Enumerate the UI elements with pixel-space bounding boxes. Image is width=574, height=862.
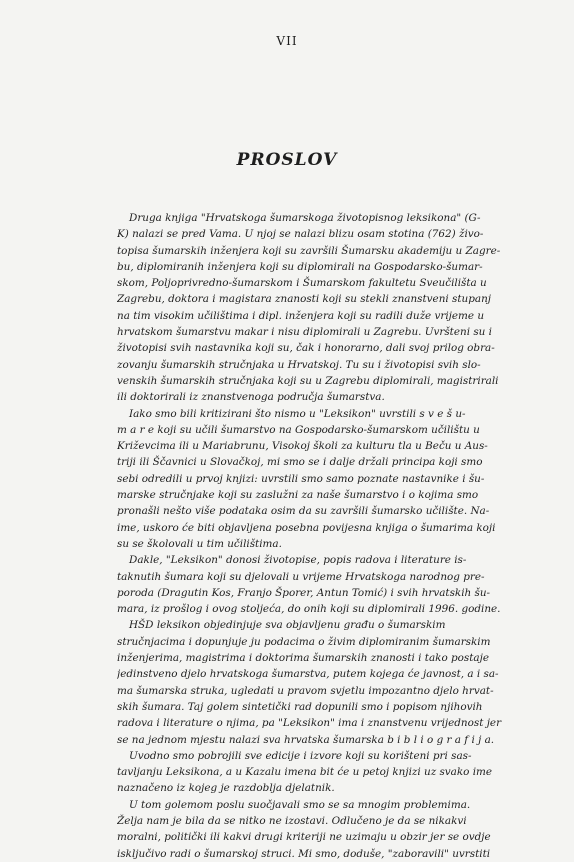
text-line: K) nalazi se pred Vama. U njoj se nalazi blizu osam stotina (762) živo- xyxy=(117,228,484,241)
text-line: poroda (Dragutin Kos, Franjo Šporer, Antun Tomić) i svih hrvatskih šu- xyxy=(117,586,491,599)
text-line: moralni, politički ili kakvi drugi kriteriji ne uzimaju u obzir jer se ovdje xyxy=(117,831,491,844)
text-line: su se školovali u tim učilištima. xyxy=(117,537,282,550)
text-line: tavljanju Leksikona, a u Kazalu imena bit će u petoj knjizi uz svako ime xyxy=(117,766,493,779)
text-line: Uvodno smo pobrojili sve edicije i izvore koji su korišteni pri sas- xyxy=(129,749,472,762)
text-line: HŠD leksikon objedinjuje sva objavljenu građu o šumarskim xyxy=(129,619,446,632)
page-number: VII xyxy=(276,34,298,48)
text-line: Druga knjiga "Hrvatskoga šumarskoga životopisnog leksikona" (G- xyxy=(129,212,481,224)
text-line: marske stručnjake koji su zaslužni za naše šumarstvo i o kojima smo xyxy=(117,489,479,502)
text-line: ma šumarska struka, ugledati u pravom svjetlu impozantno djelo hrvat- xyxy=(117,684,494,697)
text-line: Zagrebu, doktora i magistara znanosti koji su stekli znanstveni stupanj xyxy=(117,293,491,306)
text-line: Križevcima ili u Mariabrunu, Visokoj školi za kulturu tla u Beču u Aus- xyxy=(117,440,488,453)
text-line: skih šumara. Taj golem sintetički rad dopunili smo i popisom njihovih xyxy=(117,700,483,713)
text-line: pronašli nešto više podataka osim da su završili šumarsko učilište. Na- xyxy=(117,505,490,518)
text-line: U tom golemom poslu suočjavali smo se sa mnogim problemima. xyxy=(129,798,471,811)
text-line: Želja nam je bila da se nitko ne izostavi. Odlučeno je da se nikakvi xyxy=(117,814,467,827)
text-line: ili doktorirali iz znanstvenoga područja šumarstva. xyxy=(117,391,385,404)
text-line: skom, Poljoprivredno-šumarskom i Šumarskom fakultetu Sveučilišta u xyxy=(117,277,487,290)
text-line: zovanju šumarskih stručnjaka u Hrvatskoj. Tu su i životopisi svih slo- xyxy=(117,358,481,371)
text-line: m a r e koji su učili šumarstvo na Gospodarsko-šumarskom učilištu u xyxy=(117,423,480,436)
text-line: venskih šumarskih stručnjaka koji su u Zagrebu diplomirali, magistrirali xyxy=(117,374,499,387)
text-line: na tim visokim učilištima i dipl. inženjera koji su radili duže vrijeme u xyxy=(117,309,485,322)
text-line: ime, uskoro će biti objavljena posebna povijesna knjiga o šumarima koji xyxy=(117,521,496,534)
text-line: jedinstveno djelo hrvatskoga šumarstva, putem kojega će javnost, a i sa- xyxy=(117,668,499,681)
text-line: Dakle, "Leksikon" donosi životopise, popis radova i literature is- xyxy=(129,554,467,567)
page-title: PROSLOV xyxy=(236,150,338,170)
text-line: triji ili Ščavnici u Slovačkoj, mi smo se i dalje držali principa koji smo xyxy=(117,456,483,469)
text-line: naznačeno iz kojeg je razdoblja djelatnik. xyxy=(117,782,335,795)
text-line: stručnjacima i dopunjuje ju podacima o živim diplomiranim šumarskim xyxy=(117,635,491,648)
text-line: taknutih šumara koji su djelovali u vrijeme Hrvatskoga narodnog pre- xyxy=(117,570,485,583)
text-line: bu, diplomiranih inženjera koji su diplomirali na Gospodarsko-šumar- xyxy=(117,260,483,273)
text-line: hrvatskom šumarstvu makar i nisu diplomirali u Zagrebu. Uvršteni su i xyxy=(117,326,492,339)
text-line: sebi odredili u prvoj knjizi: uvrstili smo samo poznate nastavnike i šu- xyxy=(117,472,485,485)
text-line: mara, iz prošlog i ovog stoljeća, do onih koji su diplomirali 1996. godine. xyxy=(117,603,501,616)
body-text xyxy=(117,210,527,862)
text-line: isključivo radi o šumarskoj struci. Mi smo, dodušе, "zaboravili" uvrstiti xyxy=(117,847,491,860)
text-line: se na jednom mjestu nalazi sva hrvatska šumarska b i b l i o g r a f i j a. xyxy=(117,733,495,746)
text-line: radova i literature o njima, pa "Leksikon" ima i znanstvenu vrijednost jer xyxy=(117,717,502,730)
text-line: topisa šumarskih inženjera koji su završili Šumarsku akademiju u Zagre- xyxy=(117,244,501,257)
text-line: inženjerima, magistrima i doktorima šumarskih znanosti i tako postaje xyxy=(117,652,489,665)
text-line: životopisi svih nastavnika koji su, čak i honorarno, dali svoj prilog obra- xyxy=(117,342,495,355)
text-line: Iako smo bili kritizirani što nismo u "Leksikon" uvrstili s v e š u- xyxy=(129,407,466,420)
